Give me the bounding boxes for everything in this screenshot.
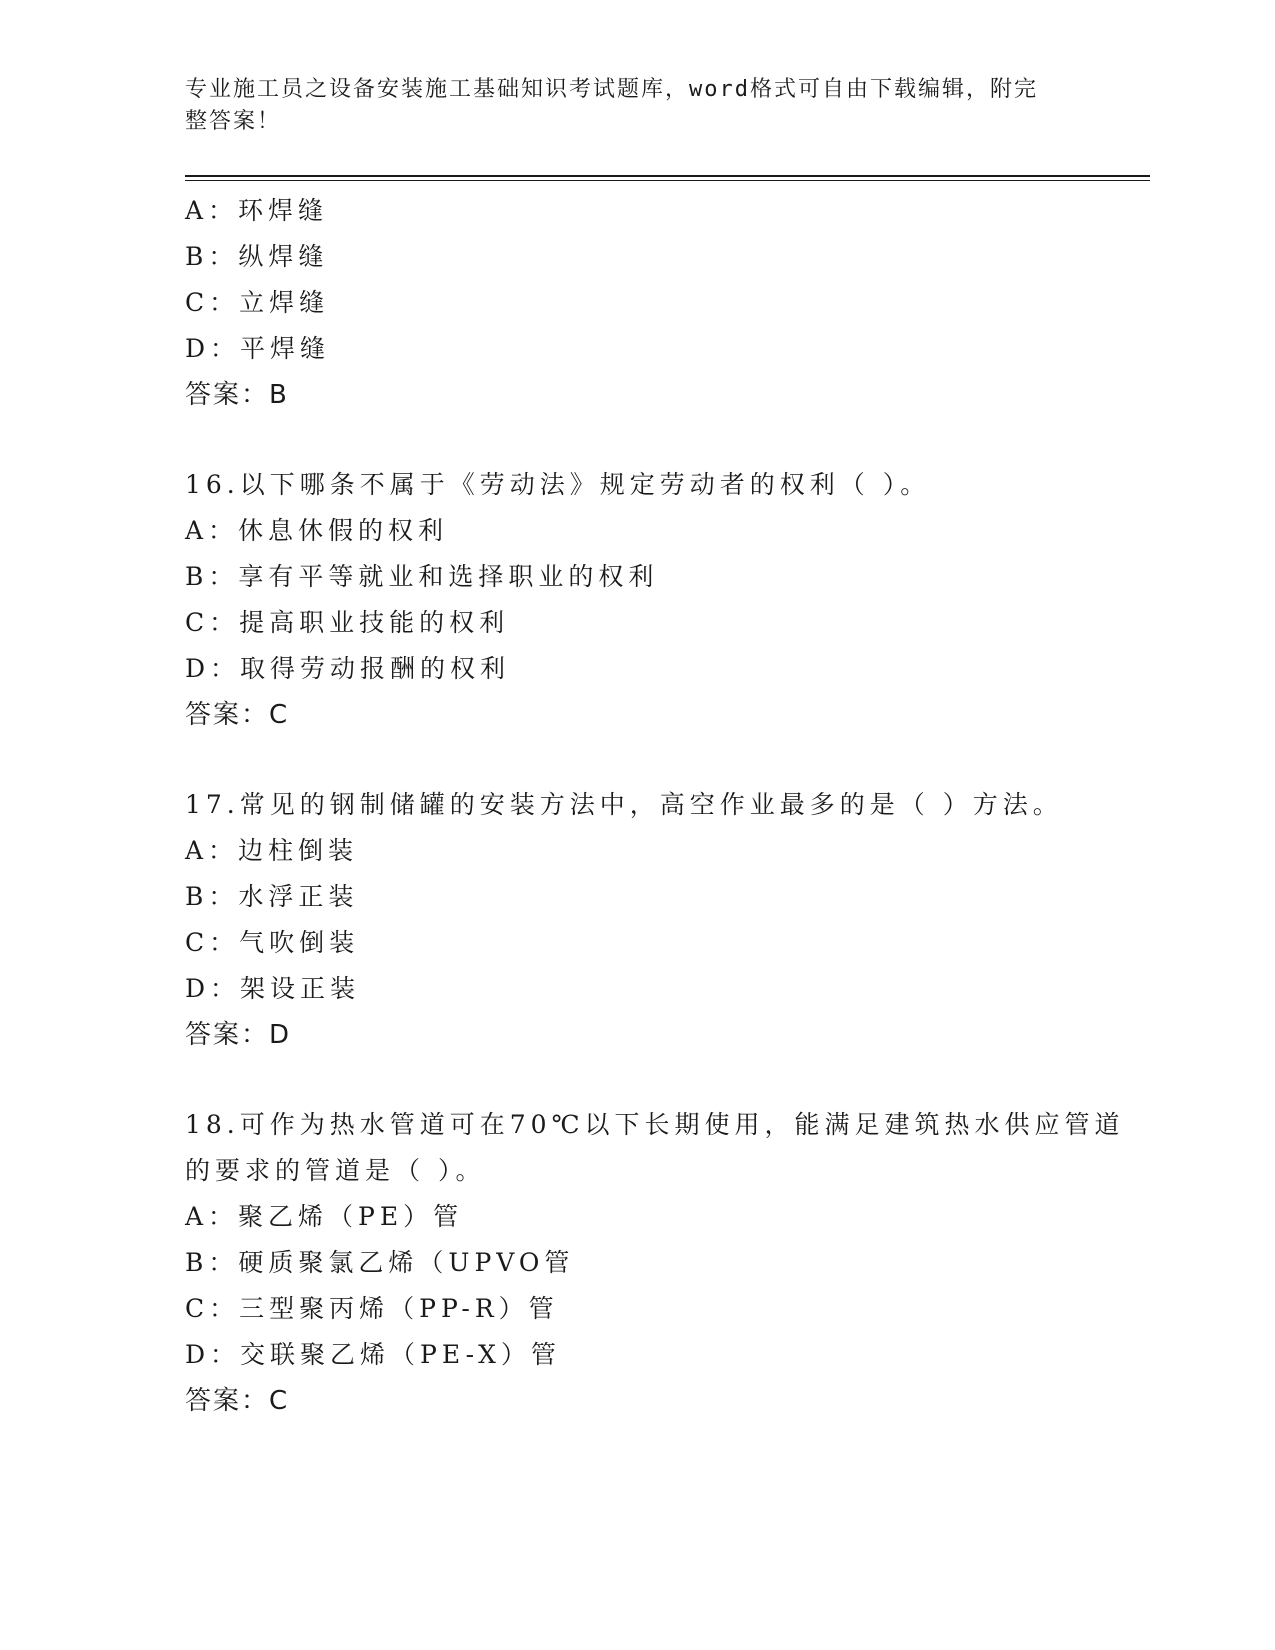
option-c: C：提高职业技能的权利: [185, 608, 510, 637]
answer: 答案：B: [185, 380, 289, 410]
option-b: B：水浮正装: [185, 882, 359, 911]
question-text-line-1: 18.可作为热水管道可在70℃以下长期使用，能满足建筑热水供应管道: [185, 1110, 1125, 1139]
option-d: D：取得劳动报酬的权利: [185, 654, 511, 683]
answer: 答案：C: [185, 700, 290, 730]
option-b: B：纵焊缝: [185, 242, 329, 271]
header-divider-thick: [185, 175, 1150, 177]
option-a: A：环焊缝: [185, 196, 329, 225]
question-text-line-2: 的要求的管道是（ ）。: [185, 1156, 486, 1185]
question-15: [185, 188, 1085, 418]
option-b: B：硬质聚氯乙烯（UPVO管: [185, 1248, 575, 1277]
option-d: D：交联聚乙烯（PE-X）管: [185, 1340, 561, 1369]
question-17: [185, 782, 1085, 1058]
header-divider-thin: [185, 180, 1150, 181]
option-c: C：气吹倒装: [185, 928, 360, 957]
option-a: A：休息休假的权利: [185, 516, 449, 545]
question-list: [185, 188, 1125, 1424]
header-line-1: 专业施工员之设备安装施工基础知识考试题库，word格式可自由下载编辑，附完: [185, 77, 1038, 102]
answer: 答案：C: [185, 1386, 290, 1416]
question-text: 16.以下哪条不属于《劳动法》规定劳动者的权利（ ）。: [185, 470, 931, 499]
option-a: A：边柱倒装: [185, 836, 359, 865]
question-16: [185, 462, 1085, 738]
question-18: [185, 1102, 1125, 1424]
option-c: C：立焊缝: [185, 288, 330, 317]
answer: 答案：D: [185, 1020, 292, 1050]
option-d: D：平焊缝: [185, 334, 331, 363]
question-text: 17.常见的钢制储罐的安装方法中，高空作业最多的是（ ）方法。: [185, 790, 1063, 819]
header-line-2: 整答案！: [185, 109, 282, 134]
option-c: C：三型聚丙烯（PP-R）管: [185, 1294, 559, 1323]
option-a: A：聚乙烯（PE）管: [185, 1202, 464, 1231]
option-b: B：享有平等就业和选择职业的权利: [185, 562, 659, 591]
option-d: D：架设正装: [185, 974, 361, 1003]
document-header: [185, 74, 1065, 138]
